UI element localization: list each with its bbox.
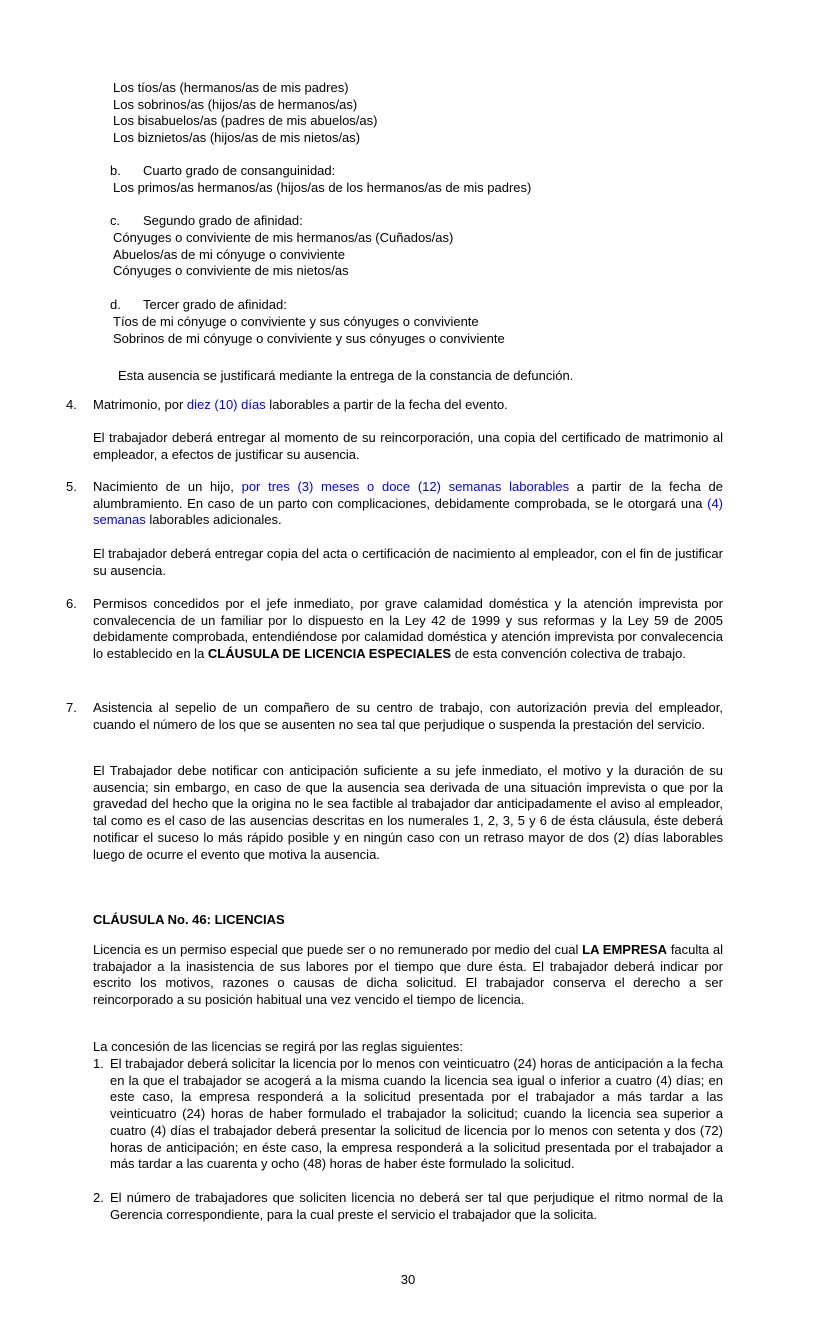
text-segment: Nacimiento de un hijo,	[93, 479, 242, 494]
rule-number: 2.	[93, 1190, 104, 1205]
grade-b-list	[113, 180, 531, 197]
text-segment: faculta al trabajador a la inasistencia de sus labores por el tiempo que dure ésta. El trabajador deberá indicar por escrito los motivos, razones o causas de dicha solicitud. El trabajador conserva el derecho a ser reincorporado a su posición habitual una vez vencido el tiempo de licencia.	[93, 942, 723, 1008]
text-segment: Licencia es un permiso especial que puede ser o no remunerado por medio del cual	[93, 942, 583, 957]
list-item: Los tíos/as (hermanos/as de mis padres)	[113, 80, 349, 95]
license-rule-2	[93, 1190, 723, 1223]
grade-c-list	[113, 230, 453, 280]
grade-letter: b.	[110, 163, 121, 178]
clause-heading: CLÁUSULA No. 46: LICENCIAS	[93, 912, 285, 927]
highlighted-text: (4) semanas	[93, 495, 723, 528]
grade-c-heading	[110, 213, 303, 230]
absence-item-5	[66, 479, 723, 529]
item-text	[93, 397, 723, 414]
grade-b-heading	[110, 163, 335, 180]
grade-title: Segundo grado de afinidad:	[143, 213, 303, 228]
absence-item-4	[66, 397, 723, 414]
text-segment: Permisos concedidos por el jefe inmediato, por grave calamidad doméstica y la atención imprevista por convalecencia de un familiar por lo dispuesto en la Ley 42 de 1999 y sus reformas y la Ley 59 de 2005 debidamente comprobada, entendiéndose por calamidad doméstica y atención imprevista por convalecencia lo establecido en la	[93, 596, 723, 662]
highlighted-text: diez (10) días	[186, 397, 266, 412]
page-number: 30	[400, 1272, 416, 1287]
item-number: 6.	[66, 596, 77, 611]
text-segment: laborables a partir de la fecha del evento.	[265, 397, 508, 412]
highlighted-text: por tres (3) meses o doce (12) semanas laborables	[241, 479, 570, 494]
item-text: Asistencia al sepelio de un compañero de su centro de trabajo, con autorización previa del empleador, cuando el número de los que se ausenten no sea tal que perjudique o suspenda la prestación del servicio.	[93, 700, 723, 732]
list-item: Los sobrinos/as (hijos/as de hermanos/as)	[113, 96, 358, 112]
rule-text: El número de trabajadores que soliciten licencia no deberá ser tal que perjudique el ritmo normal de la Gerencia correspondiente, para la cual preste el servicio el trabajador que la solicita.	[110, 1190, 723, 1222]
death-certificate-note: Esta ausencia se justificará mediante la entrega de la constancia de defunción.	[118, 368, 574, 383]
license-rule-1	[93, 1056, 723, 1173]
list-item: Cónyuges o conviviente de mis nietos/as	[113, 263, 349, 279]
list-item: Abuelos/as de mi cónyuge o conviviente	[113, 246, 345, 262]
list-item: Los primos/as hermanos/as (hijos/as de los hermanos/as de mis padres)	[113, 180, 532, 195]
text-segment: a partir de la fecha de alumbramiento. En caso de un parto con complicaciones, debidamente comprobada, se le otorgará una	[93, 479, 723, 511]
text-segment: Matrimonio, por	[93, 397, 187, 412]
grade-title: Cuarto grado de consanguinidad:	[143, 163, 336, 178]
rules-intro: La concesión de las licencias se regirá por las reglas siguientes:	[93, 1039, 463, 1054]
item-text	[93, 596, 723, 663]
list-item: Los biznietos/as (hijos/as de mis nietos/as)	[113, 130, 361, 146]
item-text	[93, 479, 723, 529]
text-segment: laborables adicionales.	[145, 512, 282, 528]
absence-item-7	[66, 700, 723, 733]
bold-company-reference: LA EMPRESA	[582, 942, 668, 957]
text-segment: de esta convención colectiva de trabajo.	[451, 646, 686, 662]
bold-clause-reference: CLÁUSULA DE LICENCIA ESPECIALES	[207, 646, 452, 662]
rule-text: El trabajador deberá solicitar la licencia por lo menos con veinticuatro (24) horas de anticipación a la fecha en la que el trabajador se acogerá a la misma cuando la licencia sea igual o inferior a cuatro (4) días; en este caso, la empresa responderá a la solicitud presentada por el trabajador a más tardar a las veinticuatro (24) horas de haber formulado el trabajador la solicitud; cuando la licencia sea superior a cuatro (4) días el trabajador deberá presentar la solicitud de licencia por lo menos con setenta y dos (72) horas de anticipación; en éste caso, la empresa responderá a la solicitud presentada por el trabajador a más tardar a las cuarenta y ocho (48) horas de haber éste formulado la solicitud.	[110, 1056, 723, 1172]
list-item: Tíos de mi cónyuge o conviviente y sus cónyuges o conviviente	[113, 314, 479, 329]
grade-d-heading	[110, 297, 287, 314]
list-item: Cónyuges o conviviente de mis hermanos/as (Cuñados/as)	[113, 230, 454, 245]
list-item: Sobrinos de mi cónyuge o conviviente y sus cónyuges o conviviente	[113, 330, 505, 346]
grade-letter: c.	[110, 213, 121, 228]
item-5-note: El trabajador deberá entregar copia del acta o certificación de nacimiento al empleador, con el fin de justificar su ausencia.	[93, 546, 723, 578]
item-number: 5.	[66, 479, 77, 494]
notification-paragraph: El Trabajador debe notificar con anticipación suficiente a su jefe inmediato, el motivo y la duración de su ausencia; sin embargo, en caso de que la ausencia sea derivada de una situación imprevista o que por la gravedad del hecho que la origina no le sea factible al trabajador dar anticipadamente el aviso al empleador, tal como es el caso de las ausencias descritas en los numerales 1, 2, 3, 5 y 6 de ésta cláusula, éste deberá notificar el suceso lo más rápido posible y en ningún caso con un retraso mayor de dos (2) días laborables luego de ocurre el evento que motiva la ausencia.	[93, 763, 723, 862]
grade-letter: d.	[110, 297, 121, 312]
item-number: 7.	[66, 700, 77, 715]
item-number: 4.	[66, 397, 77, 412]
consanguinity-third-degree-list	[113, 80, 377, 147]
clause-intro-paragraph	[93, 942, 723, 1009]
rule-number: 1.	[93, 1056, 104, 1071]
grade-title: Tercer grado de afinidad:	[143, 297, 287, 312]
absence-item-6	[66, 596, 723, 663]
item-4-note: El trabajador deberá entregar al momento de su reincorporación, una copia del certificado de matrimonio al empleador, a efectos de justificar su ausencia.	[93, 430, 723, 462]
grade-d-list	[113, 314, 505, 347]
list-item: Los bisabuelos/as (padres de mis abuelos/as)	[113, 113, 378, 129]
